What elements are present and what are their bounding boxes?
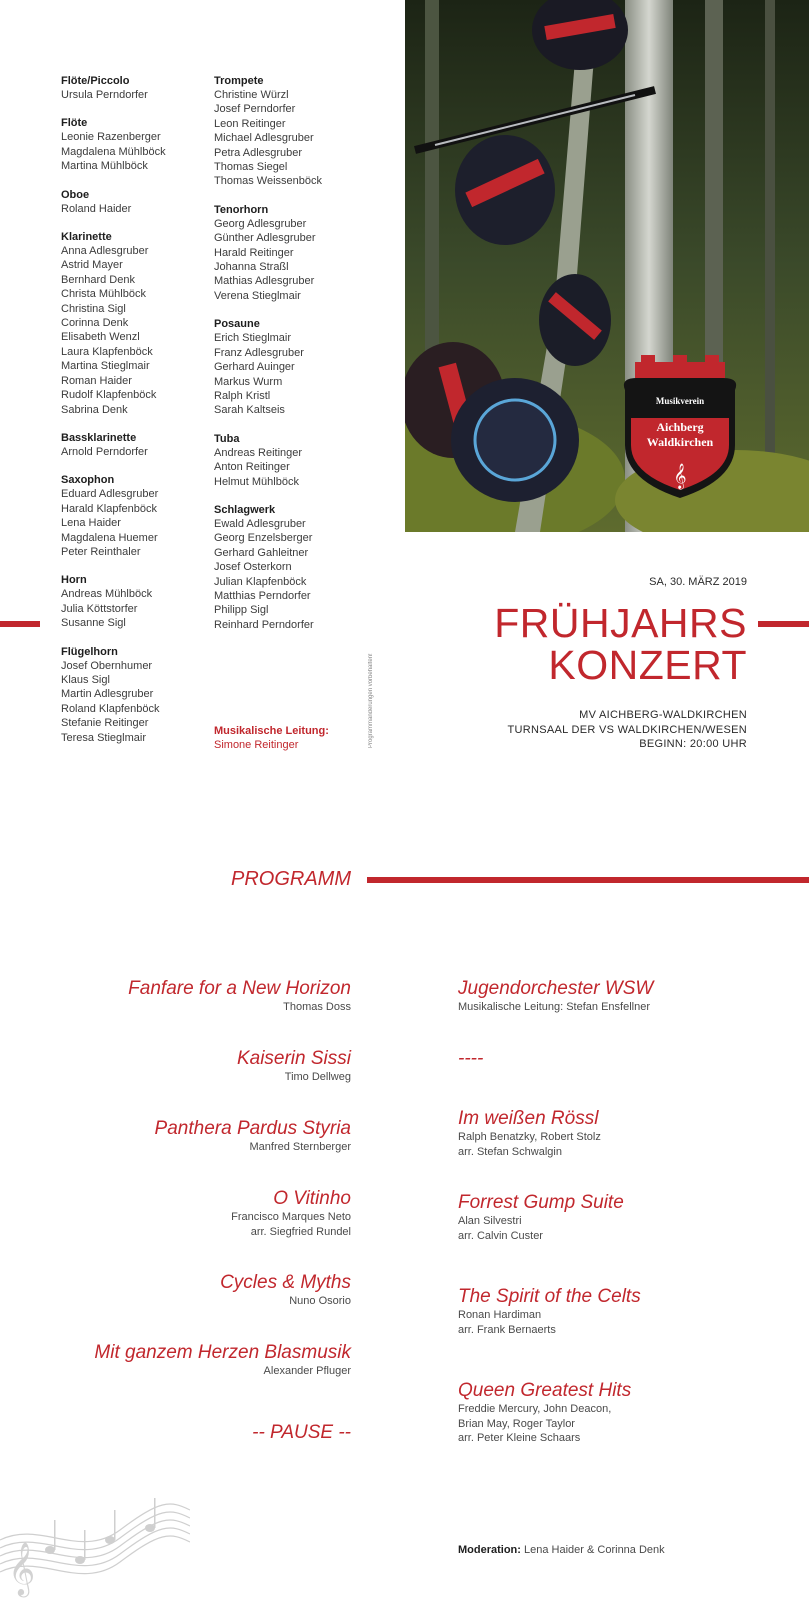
program-item (458, 1192, 624, 1243)
musician-name: Erich Stieglmair (214, 332, 292, 345)
crest-line1: Aichberg (656, 420, 704, 434)
venue-line1: MV AICHBERG-WALDKIRCHEN (579, 709, 747, 721)
musician-name: Thomas Siegel (214, 161, 288, 174)
program-composer: Brian May, Roger Taylor (458, 1417, 575, 1430)
instrument-title: Tuba (214, 432, 240, 445)
musician-name: Harald Reitinger (214, 246, 294, 259)
musician-name: Teresa Stieglmair (61, 731, 146, 744)
musician-name: Roland Haider (61, 202, 132, 215)
program-composer: Manfred Sternberger (249, 1141, 351, 1153)
musician-name: Corinna Denk (61, 317, 129, 330)
musician-name: Reinhard Perndorfer (214, 618, 314, 631)
program-composer: Francisco Marques Neto (231, 1211, 351, 1223)
program-piece-title: Kaiserin Sissi (236, 1048, 351, 1069)
instrument-section (214, 503, 364, 632)
musician-name: Philipp Sigl (214, 604, 269, 617)
program-composer: Thomas Doss (283, 1001, 351, 1013)
leadership (214, 724, 329, 752)
instrument-section (61, 645, 211, 745)
ensemble-column-2 (214, 74, 364, 646)
musician-name: Julian Klapfenböck (214, 575, 307, 588)
instrument-section (214, 317, 364, 417)
instrument-section (61, 573, 211, 630)
treble-clef-icon: 𝄞 (8, 1541, 36, 1595)
musician-name: Anton Reitinger (214, 461, 290, 474)
program-composer: arr. Siegfried Rundel (250, 1225, 351, 1238)
musician-name: Lena Haider (61, 517, 121, 530)
musician-name: Gerhard Auinger (214, 361, 295, 374)
program-item (237, 1048, 351, 1085)
musician-name: Matthias Perndorfer (214, 589, 311, 602)
instrument-section (214, 432, 364, 489)
instrument-title: Horn (61, 574, 87, 587)
moderation-label: Moderation: (458, 1544, 521, 1556)
instrument-title: Posaune (214, 318, 260, 331)
instrument-title: Flöte (61, 117, 88, 130)
instrument-title: Tenorhorn (214, 203, 269, 216)
musician-name: Ewald Adlesgruber (214, 517, 306, 530)
musician-name: Petra Adlesgruber (214, 146, 303, 159)
musician-name: Magdalena Huemer (61, 531, 158, 544)
hats-photo (405, 0, 809, 532)
program-item (458, 978, 653, 1015)
program-piece-title: Jugendorchester WSW (458, 978, 654, 999)
title-accent-bar (758, 621, 809, 627)
program-composer: Alan Silvestri (458, 1215, 522, 1227)
program-piece-title: ---- (458, 1048, 484, 1069)
leadership-label: Musikalische Leitung: (214, 725, 329, 737)
musician-name: Harald Klapfenböck (61, 502, 158, 515)
program-item (252, 1422, 351, 1444)
venue-line3: BEGINN: 20:00 UHR (639, 738, 747, 750)
musician-name: Stefanie Reitinger (61, 717, 149, 730)
program-piece-title: Queen Greatest Hits (458, 1380, 632, 1401)
treble-clef-icon: 𝄞 (673, 464, 687, 489)
musician-name: Arnold Perndorfer (61, 445, 148, 458)
musician-name: Ralph Kristl (214, 389, 271, 402)
music-staff-decoration (0, 1480, 190, 1615)
musician-name: Gerhard Gahleitner (214, 546, 309, 559)
program-composer: arr. Stefan Schwalgin (458, 1145, 562, 1158)
instrument-section (214, 203, 364, 303)
musician-name: Klaus Sigl (61, 673, 110, 686)
instrument-section (61, 431, 211, 459)
moderation-names: Lena Haider & Corinna Denk (524, 1544, 665, 1556)
hats-illustration (405, 0, 809, 532)
program-item (155, 1118, 351, 1155)
musician-name: Elisabeth Wenzl (61, 331, 140, 344)
musician-name: Sabrina Denk (61, 403, 128, 416)
musician-name: Leonie Razenberger (61, 131, 161, 144)
venue-line2: TURNSAAL DER VS WALDKIRCHEN/WESEN (507, 723, 747, 736)
program-item (128, 978, 351, 1015)
musician-name: Helmut Mühlböck (214, 475, 299, 488)
musician-name: Johanna Straßl (214, 261, 289, 274)
musician-name: Verena Stieglmair (214, 289, 301, 302)
instrument-section (61, 188, 211, 216)
program-item (458, 1108, 601, 1159)
musician-name: Markus Wurm (214, 375, 283, 388)
musician-name: Christine Würzl (214, 89, 289, 101)
musikverein-crest (624, 355, 736, 498)
musician-name: Leon Reitinger (214, 117, 286, 130)
instrument-section (214, 74, 364, 189)
program-composer: Ralph Benatzky, Robert Stolz (458, 1131, 601, 1143)
program-item (458, 1380, 631, 1446)
musician-name: Ursula Perndorfer (61, 89, 148, 101)
ensemble-column-1 (61, 74, 211, 759)
program-composer: arr. Frank Bernaerts (458, 1323, 556, 1336)
program-composer: arr. Peter Kleine Schaars (458, 1432, 581, 1444)
program-piece-title: Forrest Gump Suite (458, 1192, 624, 1213)
program-composer: arr. Calvin Custer (458, 1229, 543, 1242)
instrument-title: Saxophon (61, 474, 115, 487)
program-composer: Ronan Hardiman (458, 1309, 542, 1321)
instrument-section (61, 230, 211, 417)
event-date: SA, 30. MÄRZ 2019 (649, 576, 747, 588)
musician-name: Roman Haider (61, 374, 132, 387)
instrument-title: Trompete (214, 75, 264, 87)
program-piece-title: Fanfare for a New Horizon (128, 978, 351, 999)
event-venue (507, 708, 747, 752)
musician-name: Peter Reinthaler (61, 545, 141, 558)
program-composer: Alexander Pfluger (263, 1365, 351, 1377)
instrument-title: Flügelhorn (61, 645, 118, 658)
program-item (458, 1048, 483, 1070)
event-title (494, 602, 747, 686)
instrument-title: Schlagwerk (214, 503, 276, 516)
program-composer: Musikalische Leitung: Stefan Ensfellner (458, 1001, 650, 1013)
musician-name: Susanne Sigl (61, 617, 126, 630)
musician-name: Franz Adlesgruber (214, 346, 304, 359)
moderation (458, 1544, 665, 1556)
musician-name: Anna Adlesgruber (61, 245, 149, 258)
crest-top-text: Musikverein (655, 396, 705, 406)
program-composer: Nuno Osorio (289, 1295, 351, 1307)
musician-name: Josef Perndorfer (214, 103, 296, 116)
musician-name: Georg Enzelsberger (214, 532, 313, 545)
event-title-line1: FRÜHJAHRS (494, 600, 747, 646)
musician-name: Eduard Adlesgruber (61, 488, 159, 501)
program-change-note: Programmänderungen vorbehalten! (368, 653, 374, 748)
instrument-title: Klarinette (61, 231, 112, 244)
musician-name: Andreas Mühlböck (61, 588, 153, 601)
musician-name: Mathias Adlesgruber (214, 275, 315, 288)
musician-name: Andreas Reitinger (214, 446, 303, 459)
musician-name: Martina Stieglmair (61, 360, 150, 373)
musician-name: Josef Obernhumer (61, 659, 153, 672)
program-accent-bar (367, 877, 809, 883)
musician-name: Astrid Mayer (61, 259, 123, 272)
program-item (94, 1342, 351, 1379)
instrument-title: Oboe (61, 188, 90, 201)
program-piece-title: Mit ganzem Herzen Blasmusik (94, 1342, 351, 1363)
instrument-title: Flöte/Piccolo (61, 75, 130, 87)
instrument-section (61, 116, 211, 173)
musician-name: Michael Adlesgruber (214, 132, 314, 145)
musician-name: Thomas Weissenböck (214, 175, 323, 188)
musician-name: Laura Klapfenböck (61, 345, 153, 358)
program-composer: Timo Dellweg (284, 1071, 351, 1083)
instrument-section (61, 473, 211, 559)
program-item (458, 1286, 641, 1337)
musician-name: Christa Mühlböck (61, 288, 146, 301)
program-item (231, 1188, 351, 1239)
musician-name: Christina Sigl (61, 302, 126, 315)
left-accent-bar (0, 621, 40, 627)
musician-name: Josef Osterkorn (214, 561, 292, 574)
musician-name: Günther Adlesgruber (214, 232, 316, 245)
instrument-title: Bassklarinette (61, 431, 137, 444)
leadership-name: Simone Reitinger (214, 739, 299, 751)
musician-name: Roland Klapfenböck (61, 702, 160, 715)
program-piece-title: -- PAUSE -- (252, 1422, 351, 1443)
musician-name: Bernhard Denk (61, 273, 135, 286)
program-piece-title: O Vitinho (273, 1188, 351, 1209)
musician-name: Georg Adlesgruber (214, 217, 307, 230)
musician-name: Martin Adlesgruber (61, 688, 154, 701)
program-piece-title: Panthera Pardus Styria (154, 1118, 351, 1139)
musician-name: Sarah Kaltseis (214, 404, 285, 417)
instrument-section (61, 74, 211, 102)
program-piece-title: The Spirit of the Celts (458, 1286, 641, 1307)
program-piece-title: Im weißen Rössl (458, 1108, 599, 1129)
crest-line2: Waldkirchen (646, 435, 714, 449)
program-composer: Freddie Mercury, John Deacon, (458, 1403, 612, 1415)
event-title-line2: KONZERT (548, 642, 747, 688)
musician-name: Julia Köttstorfer (61, 602, 138, 615)
program-item (220, 1272, 351, 1309)
musician-name: Rudolf Klapfenböck (61, 389, 157, 402)
program-heading: PROGRAMM (231, 868, 351, 890)
program-piece-title: Cycles & Myths (220, 1272, 351, 1293)
musician-name: Magdalena Mühlböck (61, 145, 166, 158)
musician-name: Martina Mühlböck (61, 160, 148, 173)
